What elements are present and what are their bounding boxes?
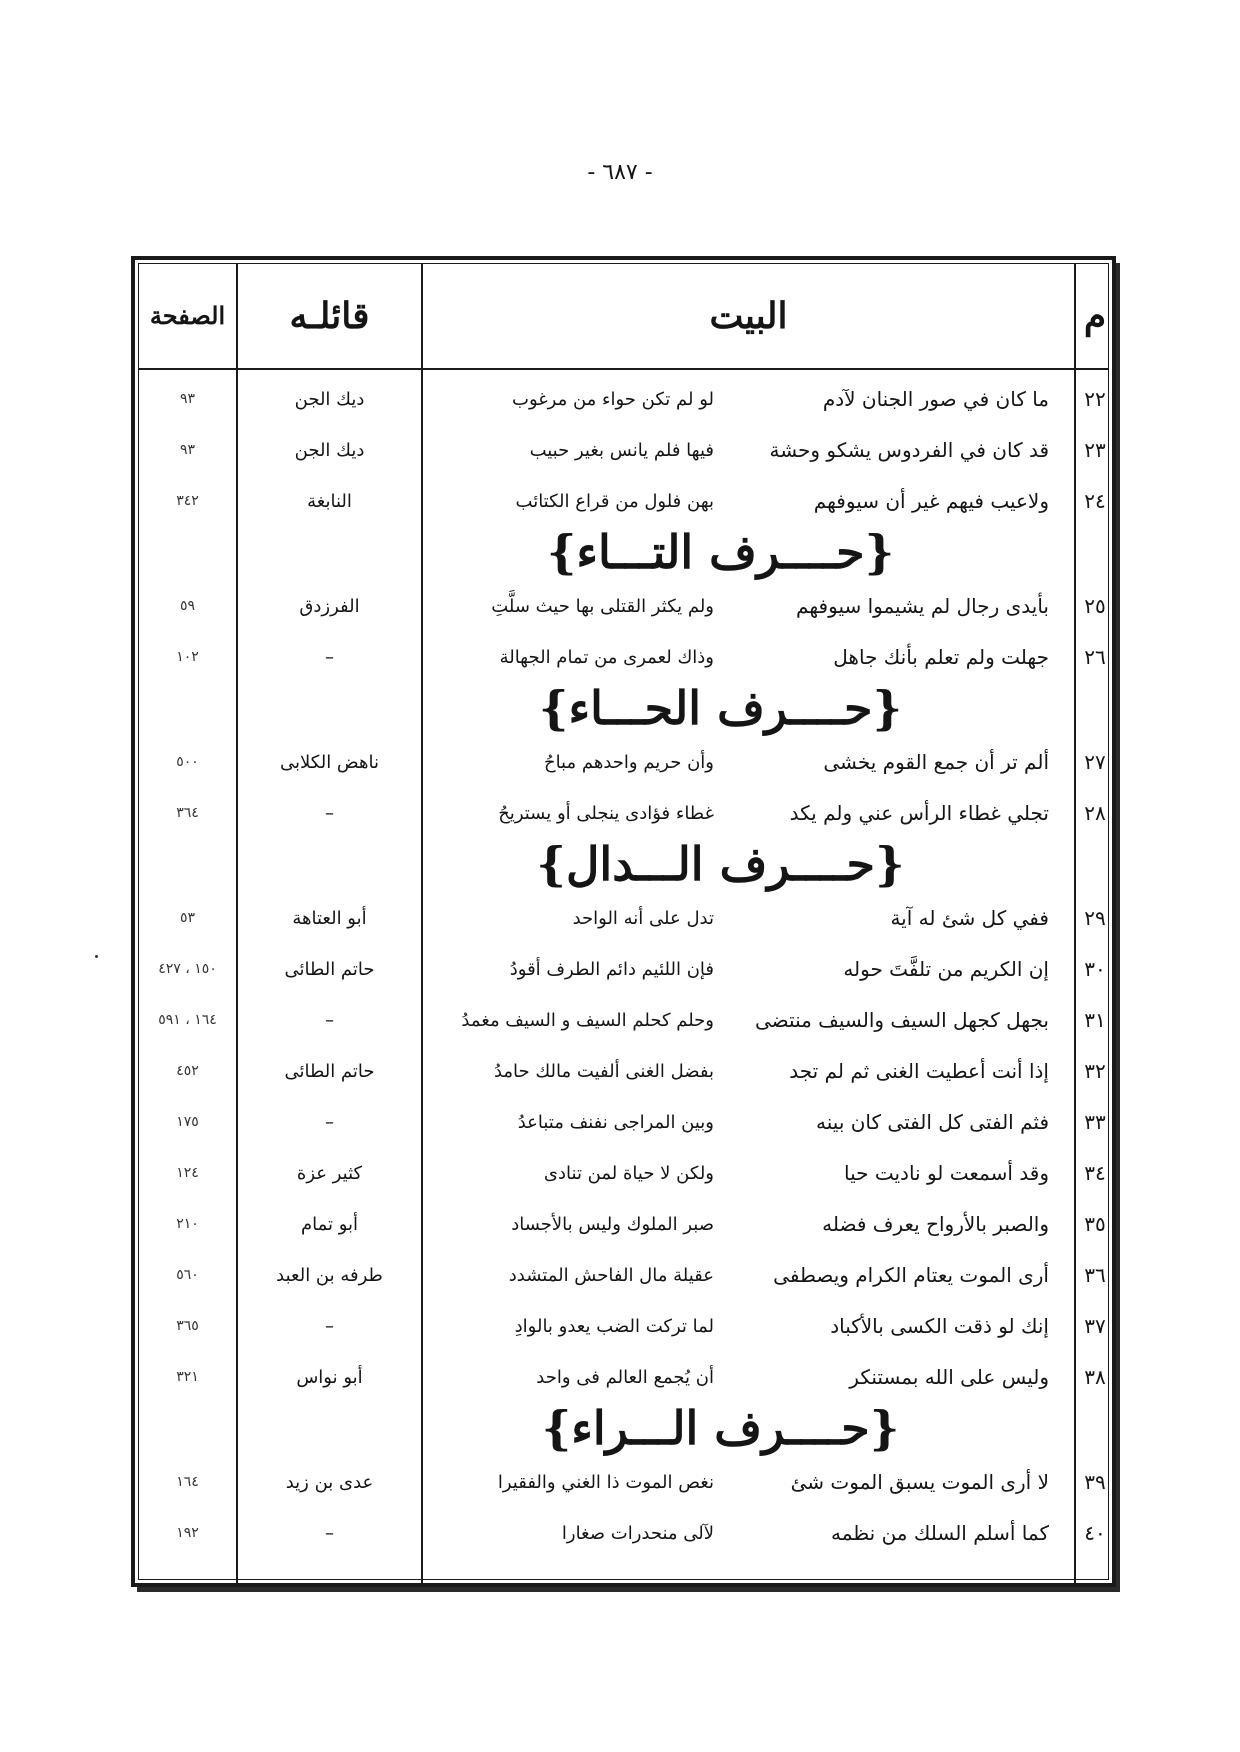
poet-name: حاتم الطائى [284,1061,375,1082]
verse-first-hemistich: بأيدى رجال لم يشيموا سيوفهم [796,594,1049,618]
verse-number: ٣٥ [1084,1212,1106,1236]
verse-number: ٣٦ [1084,1263,1106,1287]
verse-second-hemistich: وذاك لعمرى من تمام الجهالة [499,647,714,668]
header-num: م [1083,295,1107,337]
verse-second-hemistich: صبر الملوك وليس بالأجساد [511,1214,714,1235]
poet-name: عدى بن زيد [285,1472,374,1493]
poet-name: – [325,647,334,668]
index-table [131,256,1116,1587]
verse-number: ٢٩ [1084,906,1106,930]
table-row [139,374,1114,425]
page-reference: ٥٦٠ [176,1267,199,1283]
verse-first-hemistich: لا أرى الموت يسبق الموت شئ [790,1470,1049,1494]
poet-name: – [325,1316,334,1337]
verse-number: ٣٧ [1084,1314,1106,1338]
verse-first-hemistich: وليس على الله بمستنكر [849,1365,1049,1389]
page-reference: ١٩٢ [176,1525,199,1541]
poet-name: – [325,803,334,824]
verse-second-hemistich: غطاء فؤادى ينجلى أو يستريحُ [498,803,714,824]
page-reference: ٣٦٤ [176,805,199,821]
table-row [139,1301,1114,1352]
verse-number: ٢٦ [1084,645,1106,669]
verse-second-hemistich: بفضل الغنى ألفيت مالك حامدُ [493,1061,714,1082]
verse-second-hemistich: لو لم تكن حواء من مرغوب [512,389,714,410]
page-reference: ٢١٠ [176,1216,199,1232]
poet-name: النابغة [307,491,352,512]
verse-first-hemistich: والصبر بالأرواح يعرف فضله [822,1212,1049,1236]
header-page: الصفحة [149,301,226,330]
table-row [139,1457,1114,1508]
verse-first-hemistich: إنك لو ذقت الكسى بالأكباد [830,1314,1049,1338]
verse-number: ٣١ [1084,1008,1106,1032]
page-reference: ٣٢١ [176,1369,199,1385]
table-row [139,632,1114,683]
verse-second-hemistich: وحلم كحلم السيف و السيف مغمدُ [461,1010,714,1031]
verse-second-hemistich: فيها فلم يانس بغير حبيب [529,440,714,461]
verse-first-hemistich: جهلت ولم تعلم بأنك جاهل [833,645,1049,669]
verse-number: ٢٥ [1084,594,1106,618]
verse-first-hemistich: ألم تر أن جمع القوم يخشى [823,750,1049,774]
page-reference: ٤٥٢ [176,1063,199,1079]
verse-number: ٢٣ [1084,438,1106,462]
table-row [139,476,1114,527]
page-reference: ٥٩ [179,598,196,614]
verse-first-hemistich: وقد أسمعت لو ناديت حيا [844,1161,1049,1185]
page-reference: ٥٣ [179,910,196,926]
table-row [139,1199,1114,1250]
margin-dot [95,955,98,958]
table-row [139,893,1114,944]
verse-second-hemistich: أن يُجمع العالم فى واحد [536,1367,714,1388]
page-number: - ٦٨٧ - [587,160,653,185]
verse-number: ٣٢ [1084,1059,1106,1083]
verse-first-hemistich: بجهل كجهل السيف والسيف منتضى [755,1008,1049,1032]
poet-name: – [325,1112,334,1133]
verse-number: ٣٤ [1084,1161,1106,1185]
table-row [139,1097,1114,1148]
verse-second-hemistich: فإن اللئيم دائم الطرف أقودُ [509,959,714,980]
poet-name: أبو نواس [296,1367,363,1388]
verse-number: ٢٨ [1084,801,1106,825]
verse-second-hemistich: بهن فلول من قراع الكتائب [515,491,714,512]
page-reference: ١٠٢ [176,649,199,665]
page-reference: ١٧٥ [176,1114,199,1130]
table-row [139,1148,1114,1199]
verse-first-hemistich: تجلي غطاء الرأس عني ولم يكد [789,801,1049,825]
verse-second-hemistich: لآلى منحدرات صغارا [561,1523,714,1544]
verse-second-hemistich: نغص الموت ذا الغني والفقيرا [497,1472,714,1493]
table-row [139,425,1114,476]
table-row [139,1046,1114,1097]
verse-second-hemistich: لما تركت الضب يعدو بالوادِ [514,1316,714,1337]
poet-name: ديك الجن [294,389,365,410]
table-row [139,995,1114,1046]
poet-name: ناهض الكلابى [280,752,379,773]
poet-name: حاتم الطائى [284,959,375,980]
verse-first-hemistich: قد كان في الفردوس يشكو وحشة [769,438,1049,462]
verse-second-hemistich: عقيلة مال الفاحش المتشدد [508,1265,714,1286]
poet-name: كثير عزة [296,1163,363,1184]
page-reference: ٩٣ [179,391,196,407]
verse-number: ٢٤ [1084,489,1106,513]
section-heading: {حــــرف الـــدال} [536,837,905,891]
page-reference: ١٢٤ [176,1165,199,1181]
verse-second-hemistich: تدل على أنه الواحد [572,908,714,929]
verse-first-hemistich: كما أسلم السلك من نظمه [830,1521,1049,1545]
poet-name: الفرزدق [299,596,360,617]
verse-first-hemistich: ما كان في صور الجنان لآدم [822,387,1049,411]
page-reference: ١٦٤ ، ٥٩١ [158,1012,217,1028]
page-reference: ٣٦٥ [176,1318,199,1334]
poet-name: ديك الجن [294,440,365,461]
table-row [139,581,1114,632]
verse-first-hemistich: أرى الموت يعتام الكرام ويصطفى [773,1263,1049,1287]
header-divider [139,368,1108,370]
header-poet: قائلـه [289,295,370,337]
section-heading: {حــــرف الحـــاء} [538,681,903,735]
table-row [139,1250,1114,1301]
verse-second-hemistich: وأن حريم واحدهم مباحُ [543,752,714,773]
section-heading: {حــــرف التـــاء} [546,525,895,579]
verse-number: ٣٣ [1084,1110,1106,1134]
poet-name: أبو العتاهة [292,908,367,929]
verse-second-hemistich: ولكن لا حياة لمن تنادى [543,1163,714,1184]
verse-number: ٤٠ [1084,1521,1106,1545]
table-row [139,737,1114,788]
verse-number: ٢٧ [1084,750,1106,774]
poet-name: طرفه بن العبد [276,1265,383,1286]
verse-second-hemistich: ولم يكثر القتلى بها حيث سلَّتِ [491,596,714,617]
table-row [139,788,1114,839]
table-row [139,1508,1114,1559]
page-reference: ١٥٠ ، ٤٢٧ [158,961,217,977]
verse-first-hemistich: ولاعيب فيهم غير أن سيوفهم [813,489,1049,513]
verse-first-hemistich: إن الكريم من تلفَّتَ حوله [843,957,1049,981]
page-reference: ٣٤٢ [176,493,199,509]
verse-number: ٣٨ [1084,1365,1106,1389]
poet-name: – [325,1523,334,1544]
verse-first-hemistich: إذا أنت أعطيت الغنى ثم لم تجد [789,1059,1049,1083]
header-verse: البيت [709,295,788,337]
page-reference: ٥٠٠ [176,754,199,770]
verse-first-hemistich: ففي كل شئ له آية [890,906,1049,930]
section-heading: {حــــرف الـــراء} [541,1401,900,1455]
poet-name: أبو تمام [300,1214,359,1235]
verse-number: ٣٠ [1084,957,1106,981]
table-row [139,944,1114,995]
verse-number: ٢٢ [1084,387,1106,411]
page-reference: ١٦٤ [176,1474,199,1490]
table-inner-frame [138,263,1109,1580]
table-row [139,1352,1114,1403]
verse-number: ٣٩ [1084,1470,1106,1494]
verse-first-hemistich: فثم الفتى كل الفتى كان بينه [816,1110,1049,1134]
poet-name: – [325,1010,334,1031]
verse-second-hemistich: وبين المراجى نفنف متباعدُ [517,1112,714,1133]
page-reference: ٩٣ [179,442,196,458]
